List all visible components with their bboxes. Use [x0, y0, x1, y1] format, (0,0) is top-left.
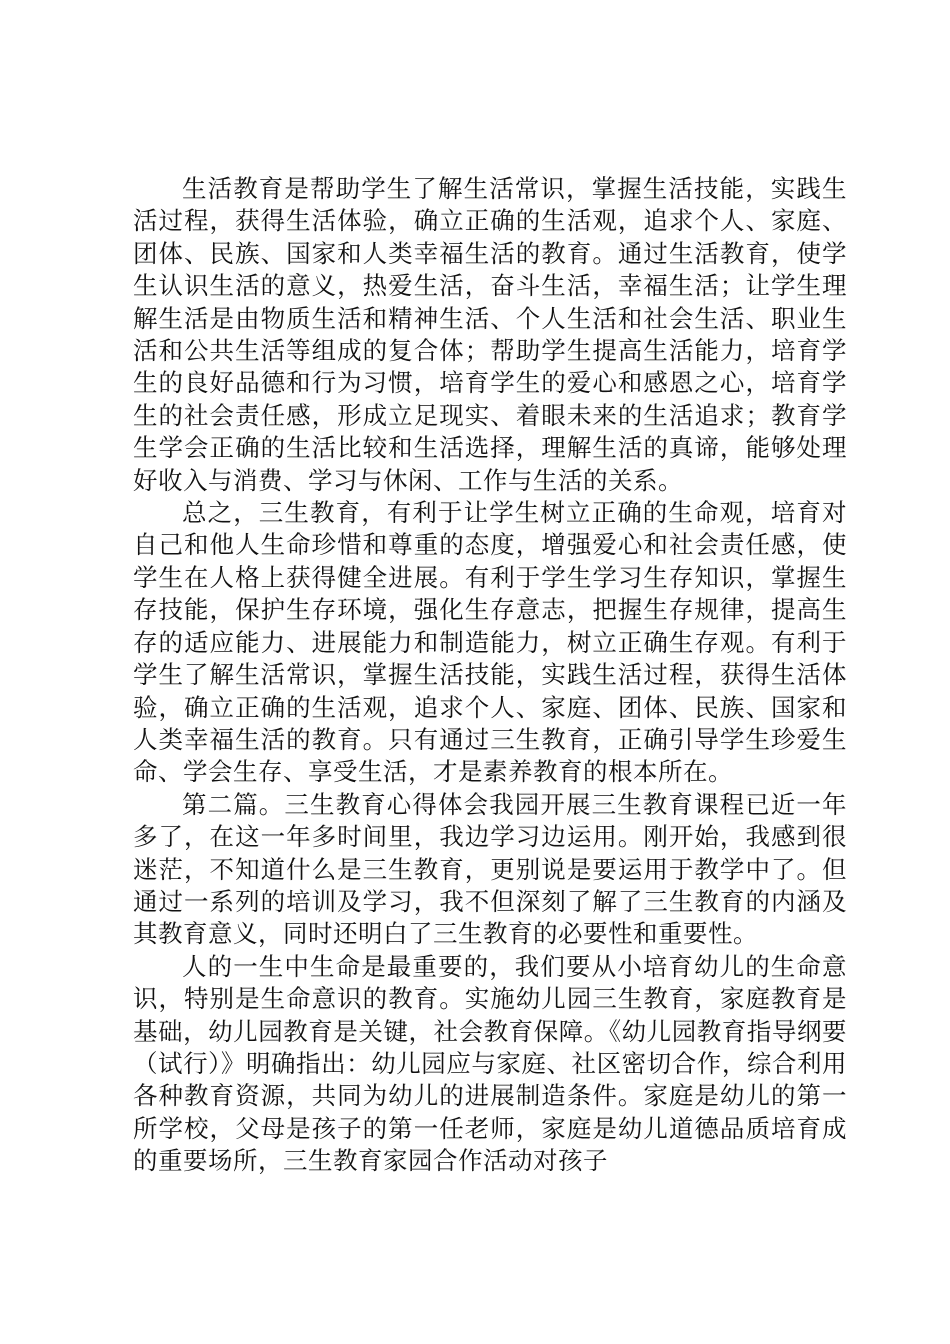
paragraph-life-awareness: 人的一生中生命是最重要的，我们要从小培育幼儿的生命意识，特别是生命意识的教育。实施幼儿园三生教育，家庭教育是基础，幼儿园教育是关键，社会教育保障。《幼儿园教育指导纲要（试行）》明确指出：幼儿园应与家庭、社区密切合作，综合利用各种教育资源，共同为幼儿的进展制造条件。家庭是幼儿的第一所学校，父母是孩子的第一任老师，家庭是幼儿道德品质培育成的重要场所，三生教育家园合作活动对孩子 — [133, 951, 847, 1176]
paragraph-summary: 总之，三生教育，有利于让学生树立正确的生命观，培育对自己和他人生命珍惜和尊重的态度，增强爱心和社会责任感，使学生在人格上获得健全进展。有利于学生学习生存知识，掌握生存技能，保护生存环境，强化生存意志，把握生存规律，提高生存的适应能力、进展能力和制造能力，树立正确生存观。有利于学生了解生活常识，掌握生活技能，实践生活过程，获得生活体验，确立正确的生活观，追求个人、家庭、团体、民族、国家和人类幸福生活的教育。只有通过三生教育，正确引导学生珍爱生命、学会生存、享受生活，才是素养教育的根本所在。 — [133, 498, 847, 787]
paragraph-second-article: 第二篇。三生教育心得体会我园开展三生教育课程已近一年多了，在这一年多时间里，我边学习边运用。刚开始，我感到很迷茫，不知道什么是三生教育，更别说是要运用于教学中了。但通过一系列的培训及学习，我不但深刻了解了三生教育的内涵及其教育意义，同时还明白了三生教育的必要性和重要性。 — [133, 789, 847, 949]
document-body — [133, 173, 847, 1178]
paragraph-life-education: 生活教育是帮助学生了解生活常识，掌握生活技能，实践生活过程，获得生活体验，确立正确的生活观，追求个人、家庭、团体、民族、国家和人类幸福生活的教育。通过生活教育，使学生认识生活的意义，热爱生活，奋斗生活，幸福生活；让学生理解生活是由物质生活和精神生活、个人生活和社会生活、职业生活和公共生活等组成的复合体；帮助学生提高生活能力，培育学生的良好品德和行为习惯，培育学生的爱心和感恩之心，培育学生的社会责任感，形成立足现实、着眼未来的生活追求；教育学生学会正确的生活比较和生活选择，理解生活的真谛，能够处理好收入与消费、学习与休闲、工作与生活的关系。 — [133, 174, 847, 495]
